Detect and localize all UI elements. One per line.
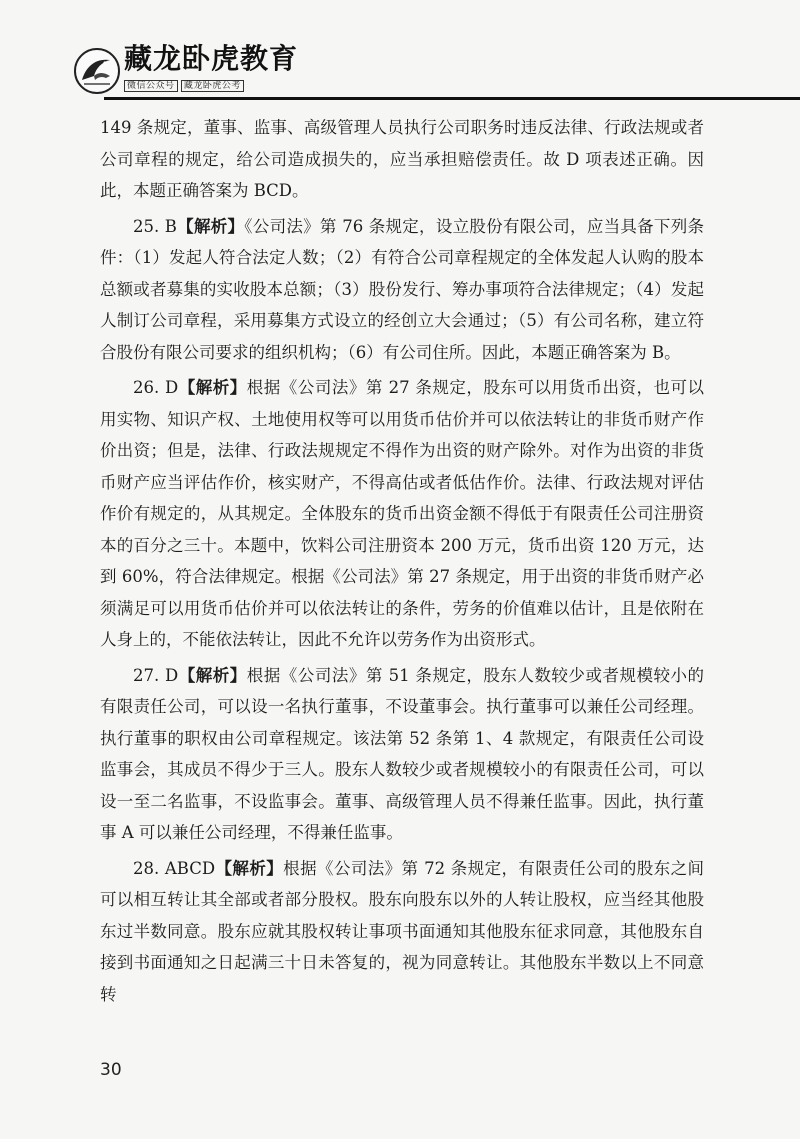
answer-number: 27. D: [133, 665, 179, 685]
bird-logo-icon: [76, 50, 118, 92]
answer-27: [100, 660, 704, 849]
brand-title: 藏龙卧虎教育: [124, 42, 299, 75]
brand-subtitle-left: 微信公众号: [124, 80, 178, 92]
answer-26: [100, 372, 704, 656]
answer-28: [100, 853, 704, 1011]
answer-number: 25. B: [133, 216, 177, 236]
analysis-tag: 【解析】: [178, 378, 247, 397]
answer-number: 26. D: [133, 378, 179, 397]
analysis-tag: 【解析】: [178, 665, 247, 685]
brand-subtitle: [124, 78, 244, 91]
paragraph-text: 根据《公司法》第 27 条规定，股东可以用货币出资，也可以用实物、知识产权、土地使用权等可以用货币估价并可以依法转让的非货币财产作价出资；但是，法律、行政法规规定不得作为出资的财产除外。对作为出资的非货币财产应当评估作价，核实财产，不得高估或者低估作价。法律、行政法规对评估作价有规定的，从其规定。全体股东的货币出资金额不得低于有限责任公司注册资本的百分之三十。本题中，饮料公司注册资本 200 万元，货币出资 120 万元，达到 60%，符合法律规定。根据《公司法》第 27 条规定，用于出资的非货币财产必须满足可以用货币估价并可以依法转让的条件，劳务的价值难以估计，且是依附在人身上的，不能依法转让，因此不允许以劳务作为出资形式。: [100, 378, 704, 649]
brand-subtitle-right: 藏龙卧虎公考: [181, 80, 244, 92]
paragraph-continuation: [100, 112, 704, 207]
paragraph-text: 149 条规定，董事、监事、高级管理人员执行公司职务时违反法律、行政法规或者公司章程的规定，给公司造成损失的，应当承担赔偿责任。故 D 项表述正确。因此，本题正确答案为 BCD。: [100, 118, 704, 200]
answer-25: [100, 211, 704, 369]
paragraph-text: 根据《公司法》第 51 条规定，股东人数较少或者规模较小的有限责任公司，可以设一名执行董事，不设董事会。执行董事可以兼任公司经理。执行董事的职权由公司章程规定。该法第 52 条第 1、4 款规定，有限责任公司设监事会，其成员不得少于三人。股东人数较少或者规模较小的有限责任公司，可以设一至二名监事，不设监事会。董事、高级管理人员不得兼任监事。因此，执行董事 A 可以兼任公司经理，不得兼任监事。: [100, 665, 704, 842]
analysis-tag: 【解析】: [176, 216, 245, 236]
page-header: [0, 0, 800, 100]
paragraph-text: 根据《公司法》第 72 条规定，有限责任公司的股东之间可以相互转让其全部或者部分股权。股东向股东以外的人转让股权，应当经其他股东过半数同意。股东应就其股权转让事项书面通知其他股东征求同意，其他股东自接到书面通知之日起满三十日未答复的，视为同意转让。其他股东半数以上不同意转: [100, 858, 705, 1004]
answer-number: 28. ABCD: [133, 858, 216, 878]
page-number: 30: [100, 1060, 122, 1080]
brand-logo: [74, 48, 120, 94]
paragraph-text: 《公司法》第 76 条规定，设立股份有限公司，应当具备下列条件：（1）发起人符合法定人数；（2）有符合公司章程规定的全体发起人认购的股本总额或者募集的实收股本总额；（3）股份发行、筹办事项符合法律规定；（4）发起人制订公司章程，采用募集方式设立的经创立大会通过；（5）有公司名称，建立符合股份有限公司要求的组织机构；（6）有公司住所。因此，本题正确答案为 B。: [100, 216, 704, 362]
header-divider: [104, 97, 800, 100]
page-body: [100, 112, 704, 1010]
analysis-tag: 【解析】: [215, 858, 284, 878]
